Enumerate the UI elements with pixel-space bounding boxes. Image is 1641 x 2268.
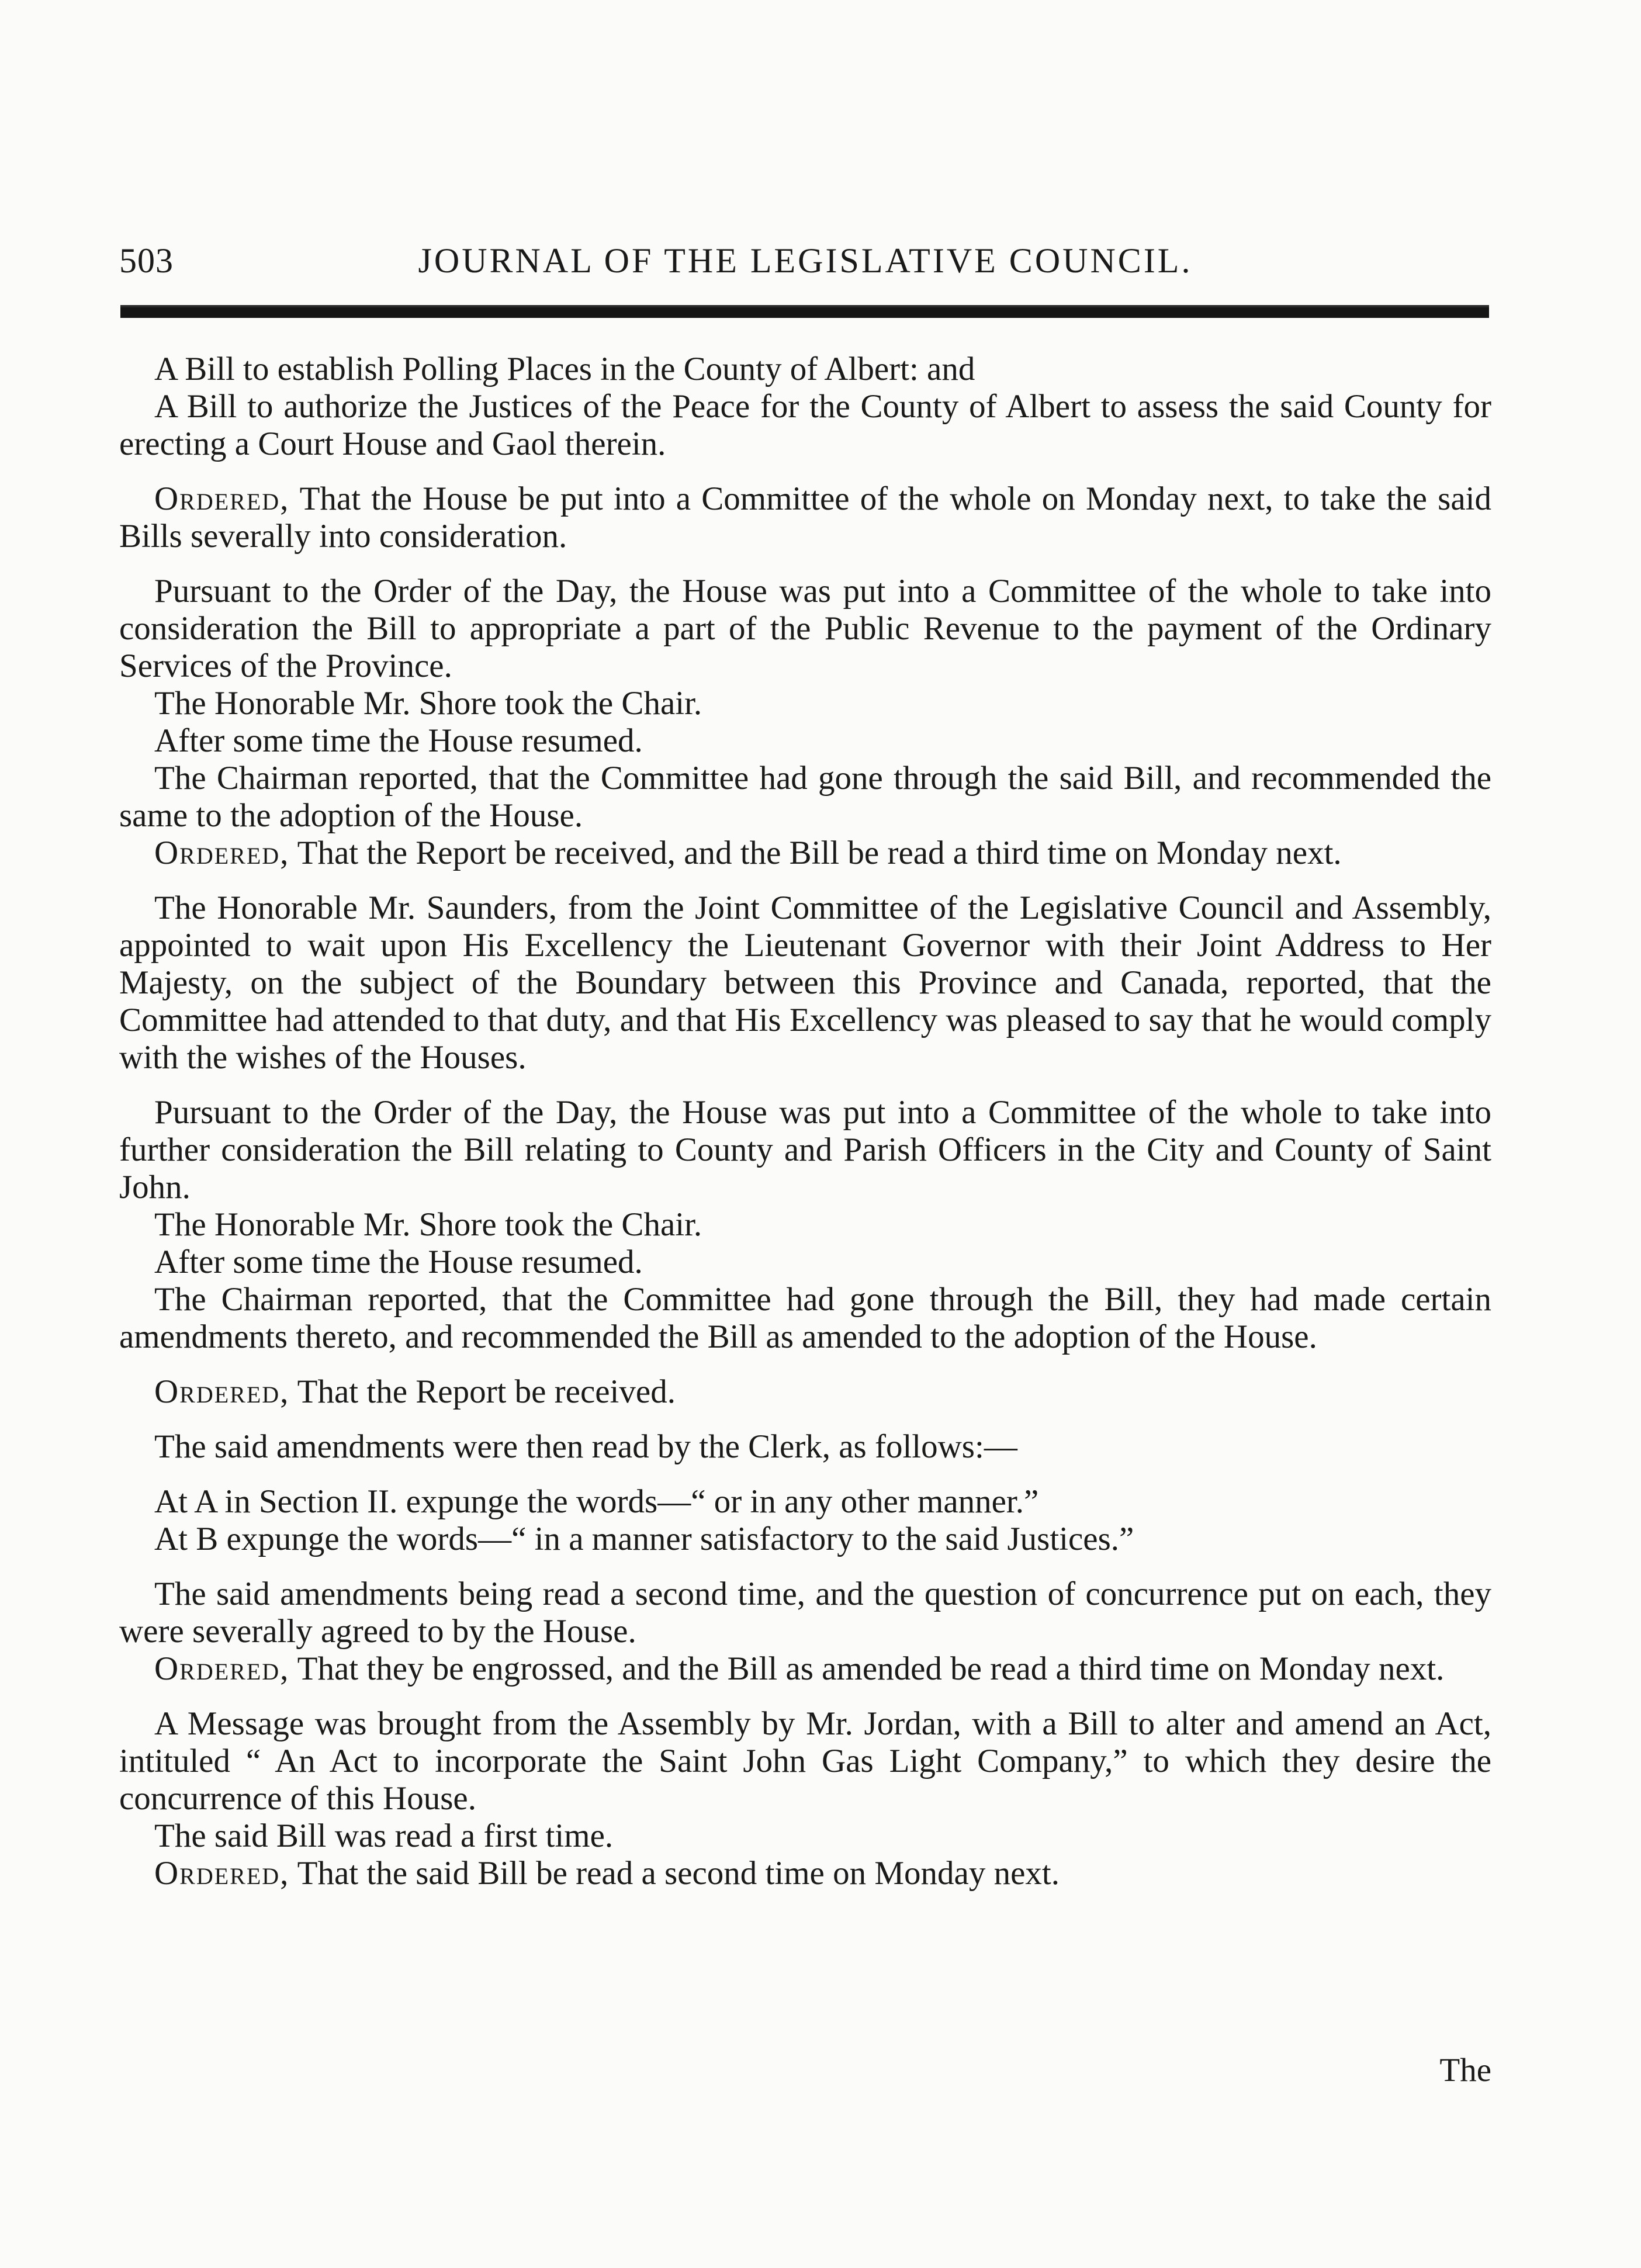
paragraph: Pursuant to the Order of the Day, the House was put into a Committee of the whole to take into further consideration the Bill relating to County and Parish Officers in the City and County of Saint John.: [119, 1094, 1491, 1206]
catchword: The: [1439, 2052, 1491, 2089]
paragraph: The said amendments being read a second time, and the question of concurrence put on each, they were severally agreed to by the House.: [119, 1576, 1491, 1650]
paragraph: The said amendments were then read by the Clerk, as follows:—: [154, 1428, 1017, 1465]
paragraph: The Chairman reported, that the Committee had gone through the Bill, they had made certain amendments thereto, and recommended the Bill as amended to the adoption of the House.: [119, 1281, 1491, 1355]
paragraph: At A in Section II. expunge the words—“ or in any other manner.”: [154, 1483, 1039, 1520]
paragraph: The Honorable Mr. Shore took the Chair.: [154, 685, 702, 722]
paragraph: The Honorable Mr. Shore took the Chair.: [154, 1206, 702, 1243]
paragraph: Ordered, That the Report be received.: [154, 1373, 676, 1410]
paragraph: Ordered, That the Report be received, and the Bill be read a third time on Monday next.: [154, 835, 1342, 871]
paragraph: Ordered, That they be engrossed, and the Bill as amended be read a third time on Monday next.: [154, 1650, 1445, 1687]
paragraph: A Bill to establish Polling Places in the County of Albert: and: [154, 351, 975, 387]
paragraph: After some time the House resumed.: [154, 1244, 643, 1280]
header-rule: [120, 305, 1489, 318]
paragraph: Ordered, That the House be put into a Committee of the whole on Monday next, to take the said Bills severally into consideration.: [119, 480, 1491, 555]
paragraph: Pursuant to the Order of the Day, the House was put into a Committee of the whole to take into consideration the Bill to appropriate a part of the Public Revenue to the payment of the Ordinary Services of the Province.: [119, 573, 1491, 684]
journal-body: [119, 351, 1491, 1892]
ordered-label: Ordered,: [154, 1650, 290, 1687]
paragraph: The Chairman reported, that the Committee had gone through the said Bill, and recommended the same to the adoption of the House.: [119, 760, 1491, 834]
ordered-label: Ordered,: [154, 480, 290, 517]
running-title: JOURNAL OF THE LEGISLATIVE COUNCIL.: [418, 241, 1193, 280]
ordered-label: Ordered,: [154, 1855, 290, 1892]
paragraph: Ordered, That the said Bill be read a second time on Monday next.: [154, 1855, 1060, 1892]
ordered-label: Ordered,: [154, 835, 290, 871]
paragraph: At B expunge the words—“ in a manner satisfactory to the said Justices.”: [154, 1521, 1134, 1557]
page-header: [119, 241, 1491, 293]
paragraph: The said Bill was read a first time.: [154, 1817, 614, 1854]
paragraph: After some time the House resumed.: [154, 722, 643, 759]
paragraph: The Honorable Mr. Saunders, from the Joint Committee of the Legislative Council and Assembly, appointed to wait upon His Excellency the Lieutenant Governor with their Joint Address to Her Majesty, on the subject of the Boundary between this Province and Canada, reported, that the Committee had attended to that duty, and that His Excellency was pleased to say that he would comply with the wishes of the Houses.: [119, 889, 1491, 1076]
page-number: 503: [119, 241, 174, 280]
ordered-label: Ordered,: [154, 1373, 290, 1410]
paragraph: A Message was brought from the Assembly by Mr. Jordan, with a Bill to alter and amend an Act, intituled “ An Act to incorporate the Saint John Gas Light Company,” to which they desire the concurrence of this House.: [119, 1705, 1491, 1817]
paragraph: A Bill to authorize the Justices of the Peace for the County of Albert to assess the said County for erecting a Court House and Gaol therein.: [119, 388, 1491, 462]
